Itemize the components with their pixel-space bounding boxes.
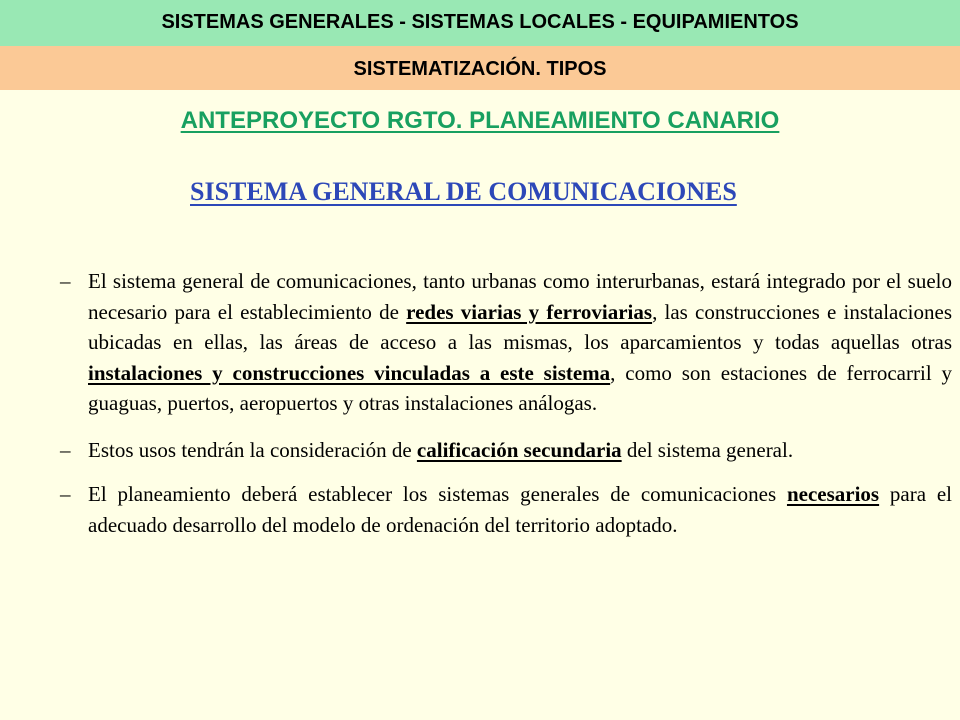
paragraph-2 [60, 435, 952, 466]
paragraph-text [88, 479, 952, 540]
system-title: SISTEMA GENERAL DE COMUNICACIONES [190, 177, 737, 206]
paragraph-3 [60, 479, 952, 540]
subtitle-banner [0, 46, 960, 90]
text-run: Estos usos tendrán la consideración de [88, 437, 417, 462]
paragraph-text [88, 266, 952, 419]
paragraph-text [88, 435, 952, 466]
bullet-dash: – [60, 269, 71, 293]
emphasis-text: redes viarias y ferroviarias [406, 299, 653, 324]
banner-subtitle: SISTEMATIZACIÓN. TIPOS [353, 58, 607, 80]
bullet-dash: – [60, 482, 71, 506]
banner-title: SISTEMAS GENERALES - SISTEMAS LOCALES - EQUIPAMIENTOS [161, 11, 799, 33]
emphasis-text: necesarios [786, 482, 880, 506]
text-run: , como son estaciones de ferrocarril y guaguas, puertos, aeropuertos y otras instalaciones análogas. [88, 360, 952, 415]
bullet-dash: – [60, 437, 71, 462]
section-heading: ANTEPROYECTO RGTO. PLANEAMIENTO CANARIO [180, 107, 780, 134]
text-run: , las construcciones e instalaciones ubicadas en ellas, las áreas de acceso a las mismas, los aparcamientos y todas aquellas otras [88, 299, 953, 354]
emphasis-text: calificación secundaria [416, 437, 622, 462]
top-banner [0, 0, 960, 46]
text-run: El sistema general de comunicaciones, tanto urbanas como interurbanas, estará integrado por el suelo necesario para el establecimiento de [88, 269, 952, 324]
paragraph-1 [60, 266, 952, 419]
text-run: del sistema general. [621, 437, 794, 462]
emphasis-text: instalaciones y construcciones vinculadas a este sistema [88, 360, 611, 385]
text-run: para el adecuado desarrollo del modelo de ordenación del territorio adoptado. [88, 482, 953, 537]
text-run: El planeamiento deberá establecer los sistemas generales de comunicaciones [88, 482, 787, 506]
paragraph-list [60, 266, 952, 554]
